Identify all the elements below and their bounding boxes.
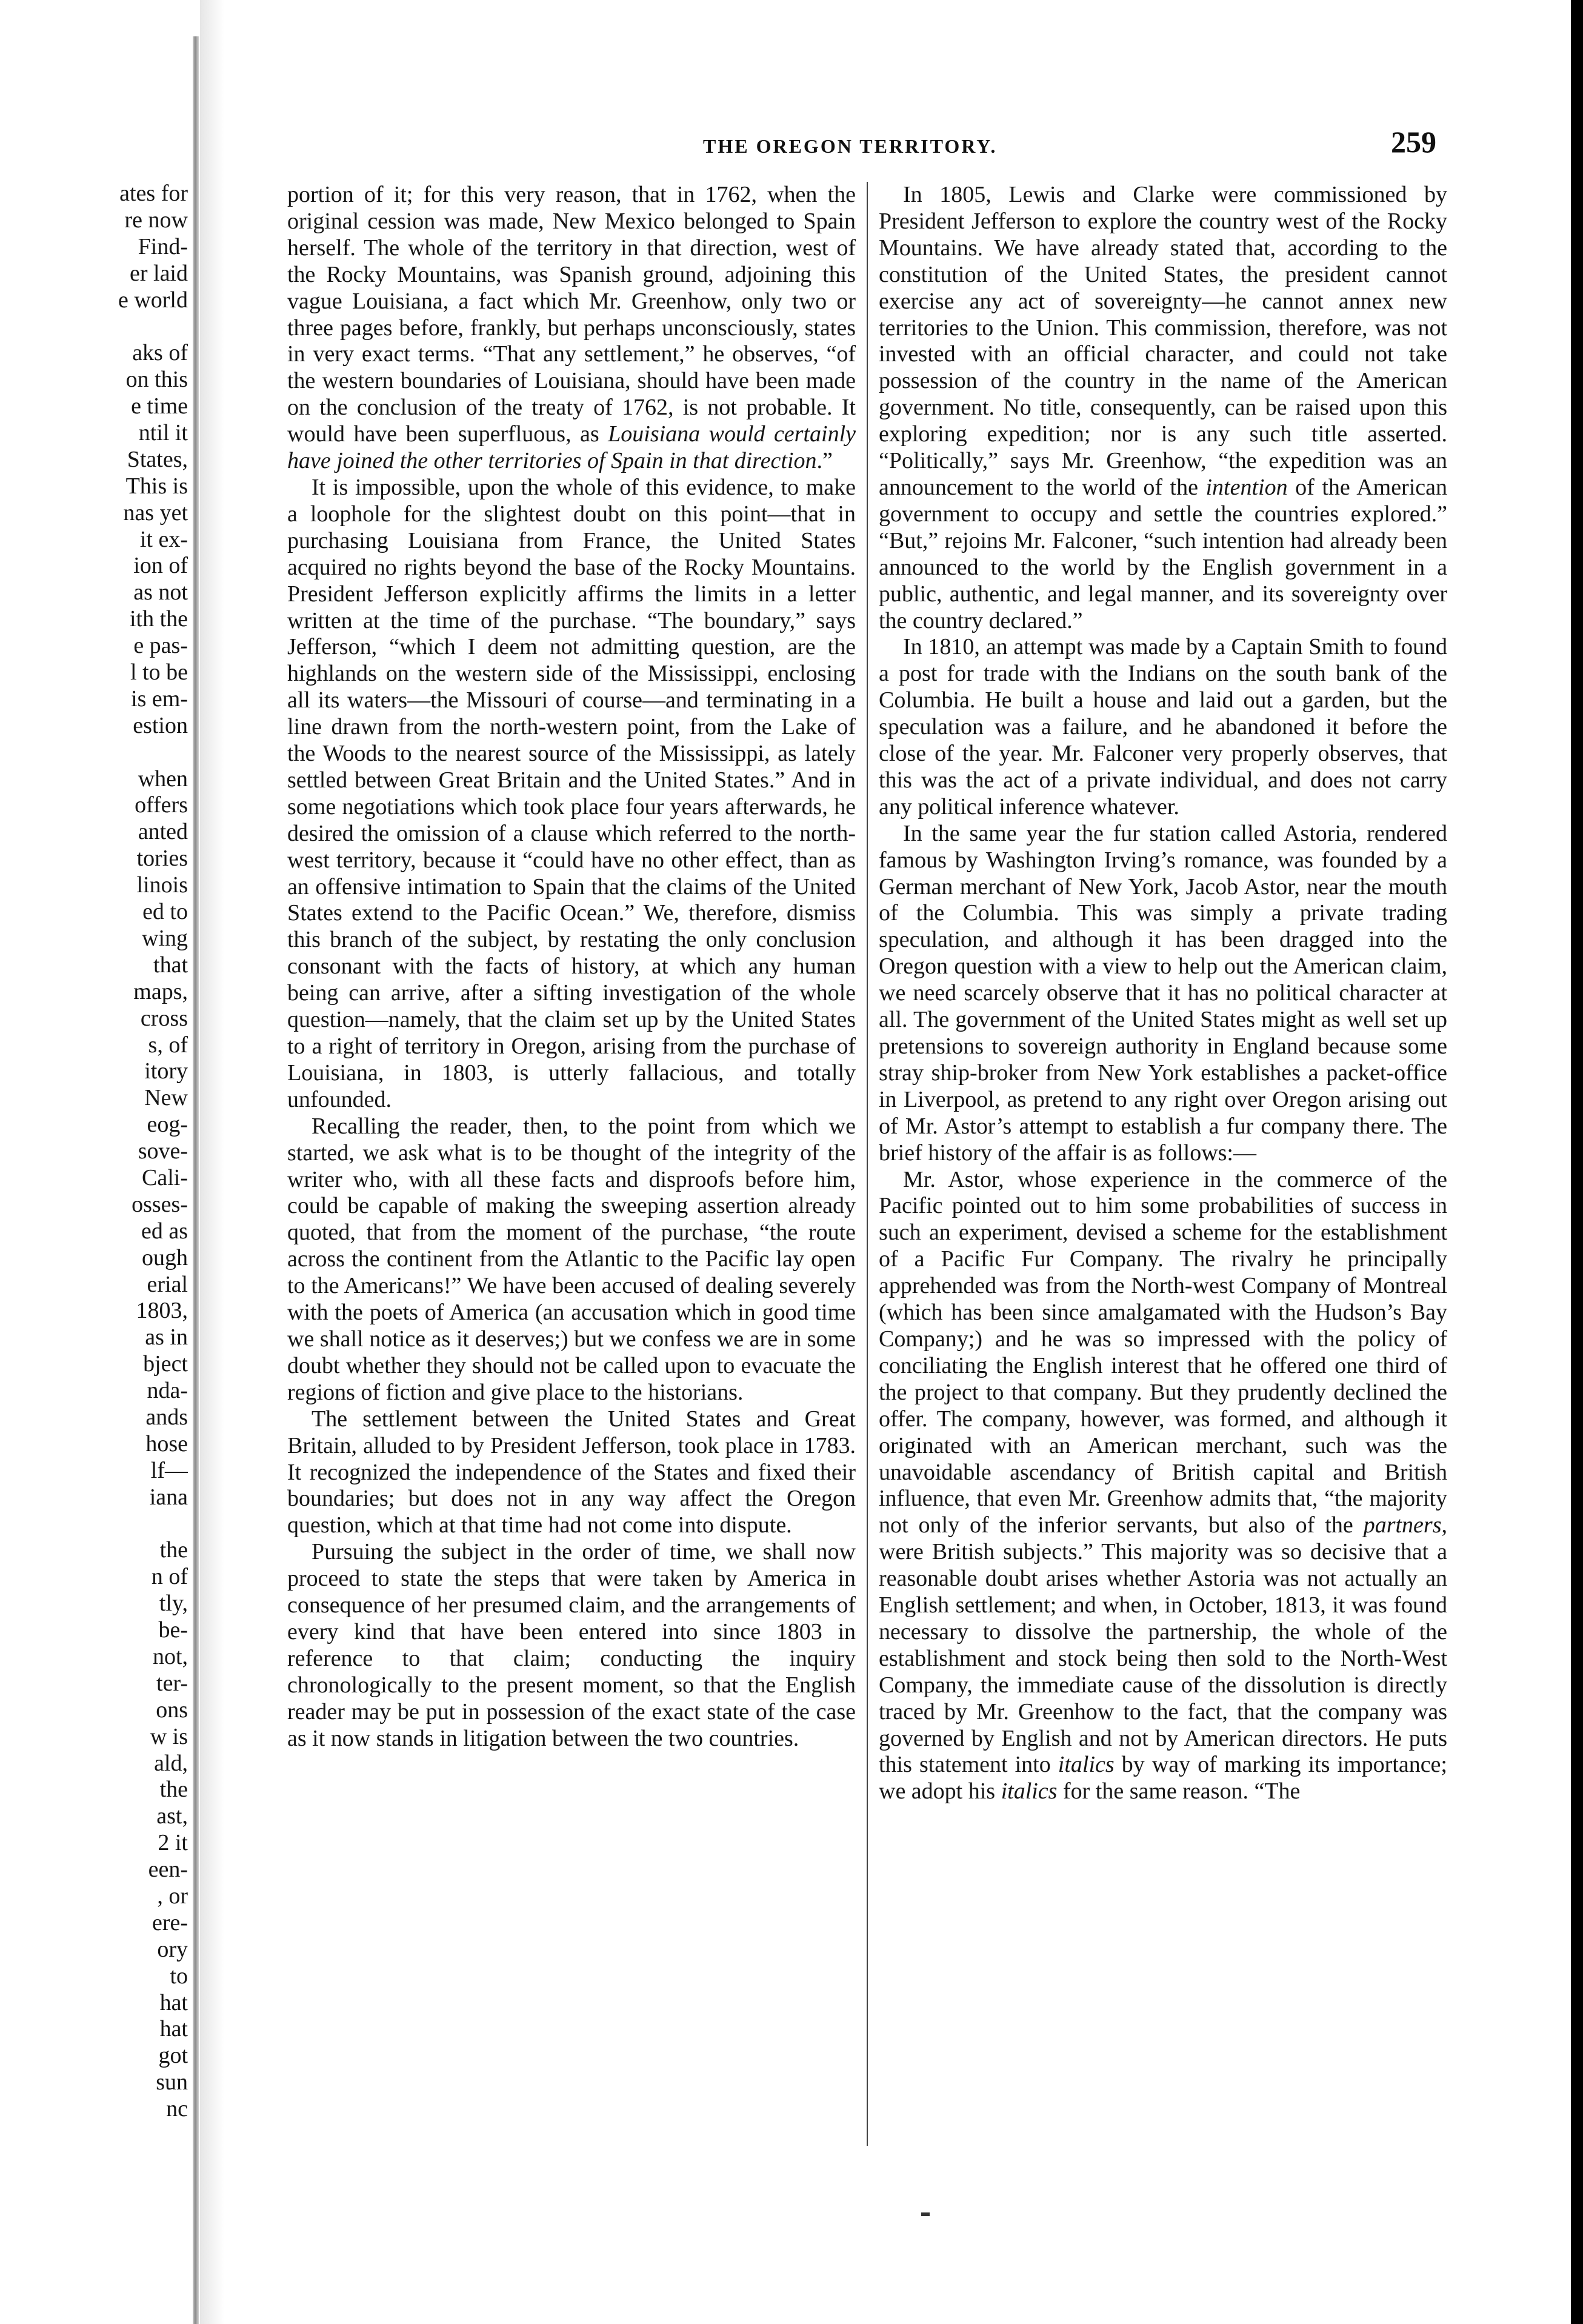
facing-page-fragment: w is [150, 1723, 188, 1749]
facing-page-fragment: , or [157, 1883, 188, 1909]
italic-text: italics [1001, 1778, 1058, 1805]
paragraph [287, 475, 856, 1114]
text-run: In 1810, an attempt was made by a Captain Smith to found a post for trade with the Indians on the south bank of the Columbia. He built a house and laid out a garden, but the speculation was a failure, and he abandoned it before the close of the year. Mr. Falconer very properly observes, that this was the act of a private individual, and does not carry any political inference whatever. [879, 634, 1447, 820]
facing-page-text-fragments [4, 181, 188, 2123]
paragraph [879, 182, 1447, 634]
facing-page-fragment: aks of [132, 340, 188, 366]
facing-page-fragment: ands [145, 1404, 188, 1430]
book-gutter [193, 36, 199, 2324]
facing-page-edge [0, 0, 200, 2324]
facing-page-fragment: nda- [147, 1378, 188, 1404]
facing-page-fragment: tories [136, 846, 188, 872]
facing-page-fragment: itory [144, 1058, 188, 1084]
text-run: It is impossible, upon the whole of this evidence, to make a loophole for the slightest doubt on this point—that in purchasing Louisiana from France, the United States acquired no rights beyond the base of the Rocky Mountains. President Jefferson explicitly affirms the limits in a letter written at the time of the purchase. “The boundary,” says Jefferson, “which I deem not admitting question, are the highlands on the western side of the Mississippi, enclosing all its waters—the Missouri of course—and terminating in a line drawn from the north-western point, from the Lake of the Woods to the nearest source of the Mississippi, as lately settled between Great Britain and the United States.” And in some negotiations which took place four years afterwards, he desired the omission of a clause which referred to the north-west territory, because it “could have no other effect, than as an offensive intimation to Spain that the claims of the United States extend to the Pacific Ocean.” We, therefore, dismiss this branch of the subject, by restating the only conclusion consonant with the facts of history, at which any human being can arrive, after a sifting investigation of the whole question—namely, that the claim set up by the United States to a right of territory in Oregon, arising from the purchase of Louisiana, in 1803, is utterly fallacious, and totally unfounded. [287, 474, 856, 1112]
facing-page-fragment: l to be [130, 659, 188, 686]
facing-page-fragment: estion [133, 712, 188, 738]
paragraph [879, 1167, 1447, 1806]
text-run: , were British subjects.” This majority was so decisive that a reasonable doubt arises whether Astoria was not actually an English settlement; and when, in October, 1813, it was found necessary to dissolve the partnership, the whole of the establishment and stock being then sold to the North-West Company, the immediate cause of the dissolution is directly traced by Mr. Greenhow to the fact, that the company was governed by English and not by American directors. He puts this statement into [879, 1512, 1447, 1778]
text-run: Mr. Astor, whose experience in the commerce of the Pacific pointed out to him some probabilities of success in such an experiment, devised a scheme for the establishment of a Pacific Fur Company. The rivalry he principally apprehended was from the North-west Company of Montreal (which has been since amalgamated with the Hudson’s Bay Company;) and he was so impressed with the policy of conciliating the English interest that he offered one third of the project to that company. But they prudently declined the offer. The company, however, was formed, and although it originated with an American merchant, such was the unavoidable ascendancy of British capital and British influence, that even Mr. Greenhow admits that, “the majority not only of the inferior servants, but also of the [879, 1166, 1447, 1538]
italic-text: partners [1363, 1512, 1442, 1538]
facing-page-fragment: as not [133, 579, 188, 606]
facing-page-fragment: the [159, 1537, 188, 1563]
facing-page-fragment: n of [151, 1564, 188, 1590]
facing-page-fragment [4, 313, 188, 340]
facing-page-fragment: got [158, 2043, 188, 2069]
italic-text: Louisiana would certainly have joined the other territories of Spain in that direction [287, 421, 856, 474]
facing-page-fragment: erial [147, 1271, 188, 1297]
right-text-column [879, 182, 1447, 1805]
facing-page-fragment: on this [125, 367, 188, 393]
paragraph [287, 1406, 856, 1540]
facing-page-fragment: cross [140, 1005, 188, 1031]
running-title: THE OREGON TERRITORY. [703, 135, 998, 157]
facing-page-fragment: iana [149, 1484, 188, 1510]
italic-text: intention [1205, 474, 1288, 500]
facing-page-fragment: offers [135, 792, 188, 818]
facing-page-fragment: ates for [119, 181, 188, 206]
column-divider [867, 182, 868, 2146]
facing-page-fragment: ough [142, 1244, 188, 1271]
facing-page-fragment: maps, [133, 978, 188, 1004]
facing-page-fragment: This is [125, 473, 188, 499]
facing-page-fragment: s, of [148, 1032, 188, 1058]
facing-page-fragment: ald, [154, 1750, 188, 1776]
facing-page-fragment: it ex- [139, 526, 188, 552]
facing-page-fragment [4, 740, 188, 766]
text-run: .” [816, 448, 833, 474]
facing-page-fragment: ter- [156, 1670, 188, 1696]
facing-page-fragment: sun [156, 2069, 188, 2095]
facing-page-fragment: ed to [142, 899, 188, 925]
scan-border [1571, 0, 1583, 2324]
facing-page-fragment: lf— [150, 1457, 188, 1483]
facing-page-fragment: 1803, [136, 1298, 188, 1324]
facing-page-fragment: ntil it [138, 420, 188, 446]
facing-page-fragment: nc [166, 2096, 188, 2122]
paragraph [879, 634, 1447, 820]
facing-page-fragment: bject [143, 1351, 188, 1377]
facing-page-fragment: e time [131, 393, 188, 419]
page-header [285, 124, 1436, 167]
paragraph [879, 821, 1447, 1167]
facing-page-fragment [4, 1511, 188, 1538]
print-speck [921, 2212, 930, 2216]
text-run: portion of it; for this very reason, that in 1762, when the original cession was made, New Mexico belonged to Spain herself. The whole of the territory in that direction, west of the Rocky Mountains, was Spanish ground, adjoining this vague Louisiana, a fact which Mr. Greenhow, only two or three pages before, frankly, but perhaps unconsciously, states in very exact terms. “That any settlement,” he observes, “of the western boundaries of Louisiana, should have been made on the conclusion of the treaty of 1762, is not probable. It would have been superfluous, as [287, 182, 856, 447]
facing-page-fragment: ast, [156, 1803, 188, 1829]
facing-page-fragment: tly, [159, 1591, 188, 1617]
text-run: of the American government to occupy and settle the countries explored.” “But,” rejoins Mr. Falconer, “such intention had already been announced to the world by the English government in a public, authentic, and legal manner, and its sovereignty over the country declared.” [879, 474, 1448, 633]
facing-page-fragment: ory [157, 1936, 188, 1962]
text-run: In 1805, Lewis and Clarke were commissioned by President Jefferson to explore the country west of the Rocky Mountains. We have already stated that, according to the constitution of the United States, the president cannot exercise any act of sovereignty—he cannot annex new territories to the Union. This commission, therefore, was not invested with an official character, and could not take possession of the country in the name of the American government. No title, consequently, can be raised upon this exploring expedition; nor is any such title asserted. “Politically,” says Mr. Greenhow, “the expedition was an announcement to the world of the [879, 182, 1447, 500]
facing-page-fragment: to [170, 1963, 188, 1989]
text-run: The settlement between the United States and Great Britain, alluded to by President Jefferson, took place in 1783. It recognized the independence of the States and fixed their boundaries; but does not in any way affect the Oregon question, which at that time had not come into dispute. [287, 1406, 856, 1538]
facing-page-fragment: hat [159, 1989, 188, 2015]
facing-page-fragment: eog- [147, 1112, 188, 1138]
paragraph [287, 182, 856, 475]
facing-page-fragment: er laid [129, 260, 188, 286]
facing-page-fragment: ith the [129, 606, 188, 632]
facing-page-fragment: as in [145, 1324, 188, 1351]
spine-shadow [200, 0, 224, 2324]
facing-page-fragment: sove- [138, 1138, 188, 1164]
left-text-column [287, 182, 856, 1752]
facing-page-fragment: osses- [132, 1191, 188, 1217]
text-run: by way of marking its importance; we adopt his [879, 1752, 1447, 1805]
facing-page-fragment: e pas- [133, 633, 188, 659]
facing-page-fragment: wing [142, 925, 188, 951]
facing-page-fragment: States, [127, 446, 188, 472]
text-run: Pursuing the subject in the order of time, we shall now proceed to state the steps that were taken by America in consequence of her presumed claim, and the arrangements of every kind that have been entered into since 1803 in reference to that claim; conducting the inquiry chronologically to the present moment, so that the English reader may be put in possession of the exact state of the case as it now stands in litigation between the two countries. [287, 1539, 856, 1751]
facing-page-fragment: is em- [131, 686, 188, 712]
facing-page-fragment: not, [152, 1643, 188, 1669]
facing-page-fragment: Cali- [142, 1164, 188, 1190]
facing-page-fragment: ere- [152, 1909, 188, 1935]
facing-page-fragment: linois [136, 872, 188, 898]
facing-page-fragment: 2 it [158, 1830, 188, 1856]
facing-page-fragment: hose [145, 1431, 188, 1457]
facing-page-fragment: e world [118, 287, 188, 313]
facing-page-fragment: re now [124, 207, 188, 233]
facing-page-fragment: ion of [133, 553, 188, 579]
page-number: 259 [1391, 125, 1436, 159]
facing-page-fragment: anted [138, 819, 188, 845]
facing-page-fragment: ed as [141, 1218, 188, 1244]
facing-page-fragment: hat [159, 2016, 188, 2042]
facing-page-fragment: een- [148, 1857, 188, 1883]
facing-page-fragment: that [153, 952, 188, 978]
facing-page-fragment: nas yet [123, 499, 188, 526]
facing-page-fragment: Find- [138, 233, 188, 259]
text-run: for the same reason. “The [1057, 1778, 1301, 1805]
paragraph [287, 1114, 856, 1406]
facing-page-fragment: be- [158, 1617, 188, 1643]
facing-page-fragment: the [159, 1777, 188, 1803]
facing-page-fragment: when [138, 766, 188, 792]
italic-text: italics [1058, 1752, 1115, 1778]
text-run: Recalling the reader, then, to the point from which we started, we ask what is to be thought of the integrity of the writer who, with all these facts and disproofs before him, could be capable of making the sweeping assertion already quoted, that from the moment of the purchase, “the route across the continent from the Atlantic to the Pacific lay open to the Americans!” We have been accused of dealing severely with the poets of America (an accusation which in good time we shall notice as it deserves;) but we confess we are in some doubt whether they should not be called upon to evacuate the regions of fiction and give place to the historians. [287, 1113, 856, 1405]
facing-page-fragment: New [144, 1085, 188, 1111]
paragraph [287, 1539, 856, 1752]
text-run: In the same year the fur station called Astoria, rendered famous by Washington Irving’s romance, was founded by a German merchant of New York, Jacob Astor, near the mouth of the Columbia. This was simply a private trading speculation, and although it has been dragged into the Oregon question with a view to help out the American claim, we need scarcely observe that it has no political character at all. The government of the United States might as well set up pretensions to sovereign authority in England because some stray ship-broker from New York establishes a packet-office in Liverpool, as pretend to any right over Oregon arising out of Mr. Astor’s attempt to establish a fur company there. The brief history of the affair is as follows:— [879, 820, 1447, 1166]
facing-page-fragment: ons [156, 1697, 188, 1723]
